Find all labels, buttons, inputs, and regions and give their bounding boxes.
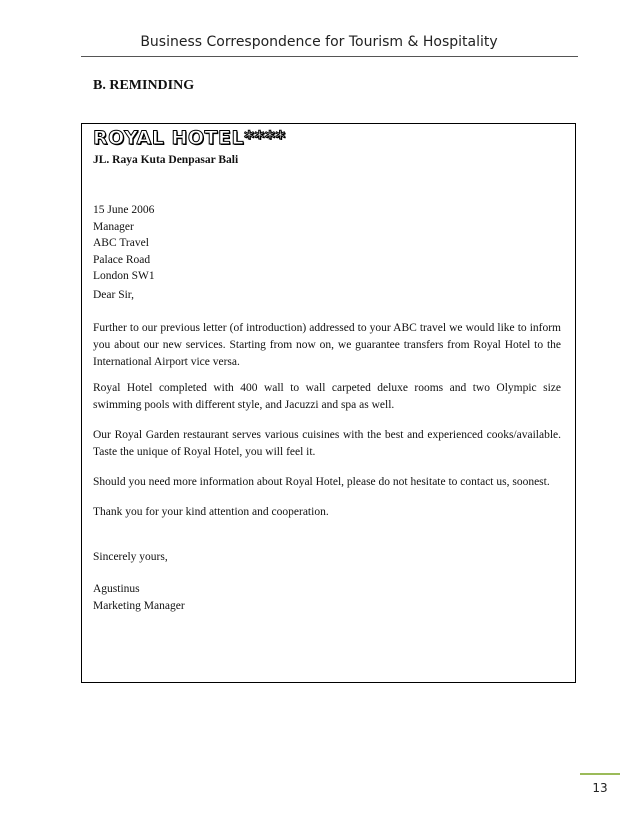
recipient-line: ABC Travel	[93, 237, 149, 249]
body-paragraph: Thank you for your kind attention and cooperation.	[93, 506, 329, 518]
salutation: Dear Sir,	[93, 289, 135, 301]
body-paragraph: Should you need more information about Royal Hotel, please do not hesitate to contact us, soonest.	[93, 476, 550, 488]
body-paragraph: Further to our previous letter (of introduction) addressed to your ABC travel we would like to inform you about our new services. Starting from now on, we guarantee transfers from Royal Hotel to the International Airport vice versa.	[93, 322, 561, 368]
body-paragraph: Our Royal Garden restaurant serves various cuisines with the best and experienced cooks/available. Taste the unique of Royal Hotel, you will feel it.	[93, 429, 561, 458]
complimentary-close: Sincerely yours,	[93, 551, 168, 563]
date-and-recipient	[93, 202, 155, 285]
letter-date: 15 June 2006	[93, 204, 155, 216]
page-number: 13	[580, 773, 620, 795]
hotel-address: JL. Raya Kuta Denpasar Bali	[93, 154, 239, 166]
signer-title: Marketing Manager	[93, 599, 185, 612]
section-heading: B. REMINDING	[93, 78, 195, 93]
running-header: Business Correspondence for Tourism & Hospitality	[140, 34, 498, 50]
hotel-name: ROYAL HOTEL****	[93, 127, 286, 149]
signer-name: Agustinus	[93, 583, 140, 595]
recipient-line: London SW1	[93, 270, 155, 282]
recipient-line: Manager	[93, 220, 134, 233]
signature-block	[93, 581, 185, 614]
header-rule	[81, 56, 578, 57]
body-paragraph: Royal Hotel completed with 400 wall to wall carpeted deluxe rooms and two Olympic size swimming pools with different style, and Jacuzzi and spa as well.	[93, 382, 561, 411]
recipient-line: Palace Road	[93, 253, 151, 266]
